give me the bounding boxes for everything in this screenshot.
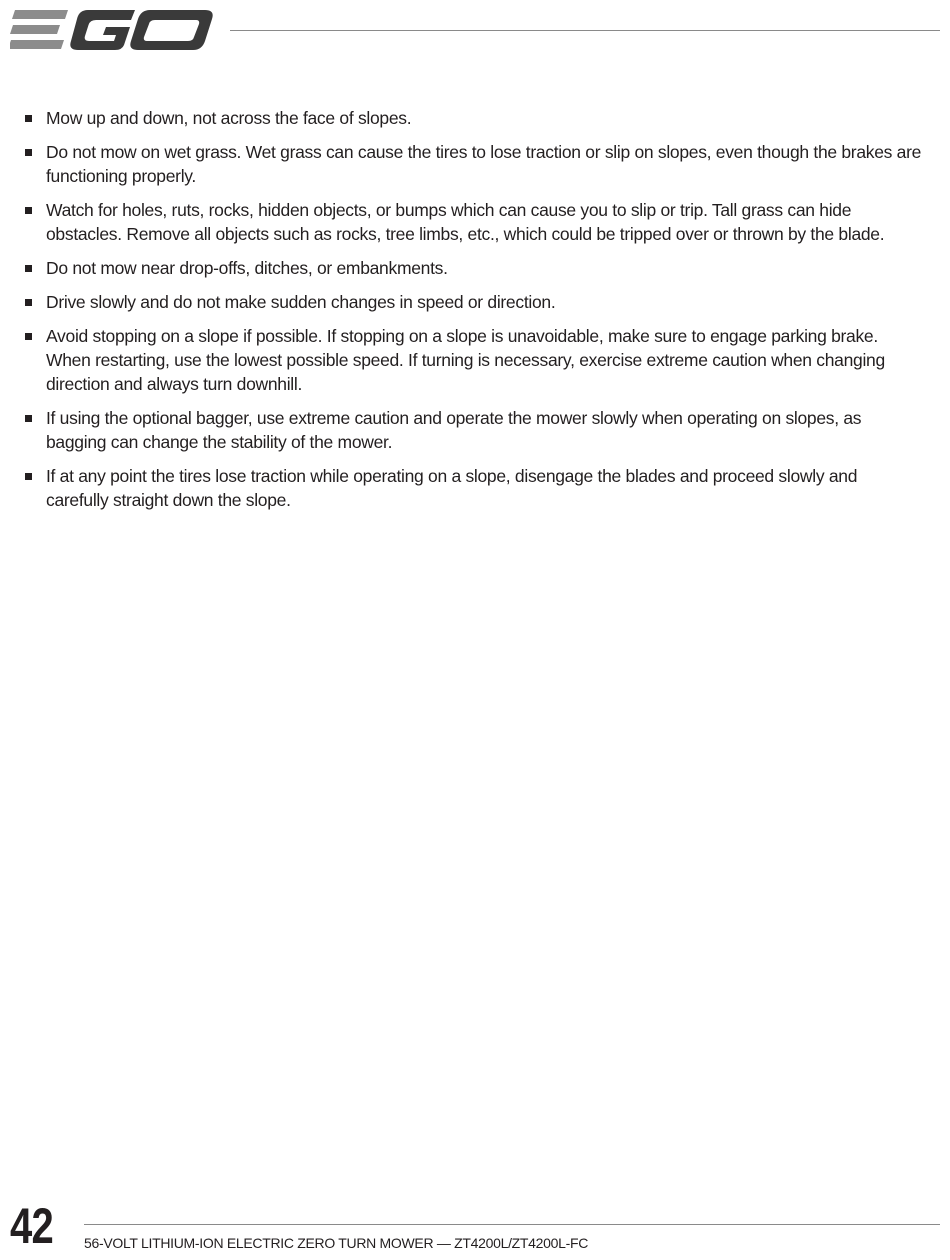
list-item-text: Do not mow near drop-offs, ditches, or embankments. <box>46 258 448 278</box>
page-header <box>0 0 950 60</box>
list-item <box>24 140 924 188</box>
header-rule <box>230 30 940 31</box>
logo-letters <box>70 10 212 50</box>
list-item-text: If using the optional bagger, use extreme caution and operate the mower slowly when operating on slopes, as bagging can change the stability of the mower. <box>46 408 862 452</box>
square-bullet-icon <box>25 207 32 214</box>
slope-safety-list <box>24 106 924 512</box>
square-bullet-icon <box>25 115 32 122</box>
square-bullet-icon <box>25 149 32 156</box>
list-item-text: Mow up and down, not across the face of slopes. <box>46 108 412 128</box>
logo-stripes <box>10 10 68 49</box>
list-item-text: If at any point the tires lose traction while operating on a slope, disengage the blades and proceed slowly and carefully straight down the slope. <box>46 466 858 510</box>
square-bullet-icon <box>25 333 32 340</box>
list-item-text: Watch for holes, ruts, rocks, hidden objects, or bumps which can cause you to slip or trip. Tall grass can hide obstacles. Remove all objects such as rocks, tree limbs, etc., which could be tripped over or thrown by the blade. <box>46 200 885 244</box>
list-item-text: Avoid stopping on a slope if possible. If stopping on a slope is unavoidable, make sure to engage parking brake. When restarting, use the lowest possible speed. If turning is necessary, exercise extreme caution when changing direction and always turn downhill. <box>46 326 885 394</box>
ego-logo <box>10 7 214 53</box>
square-bullet-icon <box>25 299 32 306</box>
page-number: 42 <box>10 1198 53 1254</box>
safety-content <box>24 106 924 522</box>
footer-rule <box>84 1224 940 1225</box>
list-item <box>24 198 924 246</box>
list-item <box>24 290 924 314</box>
footer-document-title: 56-VOLT LITHIUM-ION ELECTRIC ZERO TURN MOWER — ZT4200L/ZT4200L-FC <box>84 1235 589 1251</box>
square-bullet-icon <box>25 415 32 422</box>
list-item <box>24 324 924 396</box>
list-item <box>24 406 924 454</box>
list-item <box>24 464 924 512</box>
square-bullet-icon <box>25 265 32 272</box>
square-bullet-icon <box>25 473 32 480</box>
list-item <box>24 106 924 130</box>
list-item-text: Do not mow on wet grass. Wet grass can cause the tires to lose traction or slip on slopes, even though the brakes are functioning properly. <box>46 142 922 186</box>
list-item-text: Drive slowly and do not make sudden changes in speed or direction. <box>46 292 556 312</box>
list-item <box>24 256 924 280</box>
